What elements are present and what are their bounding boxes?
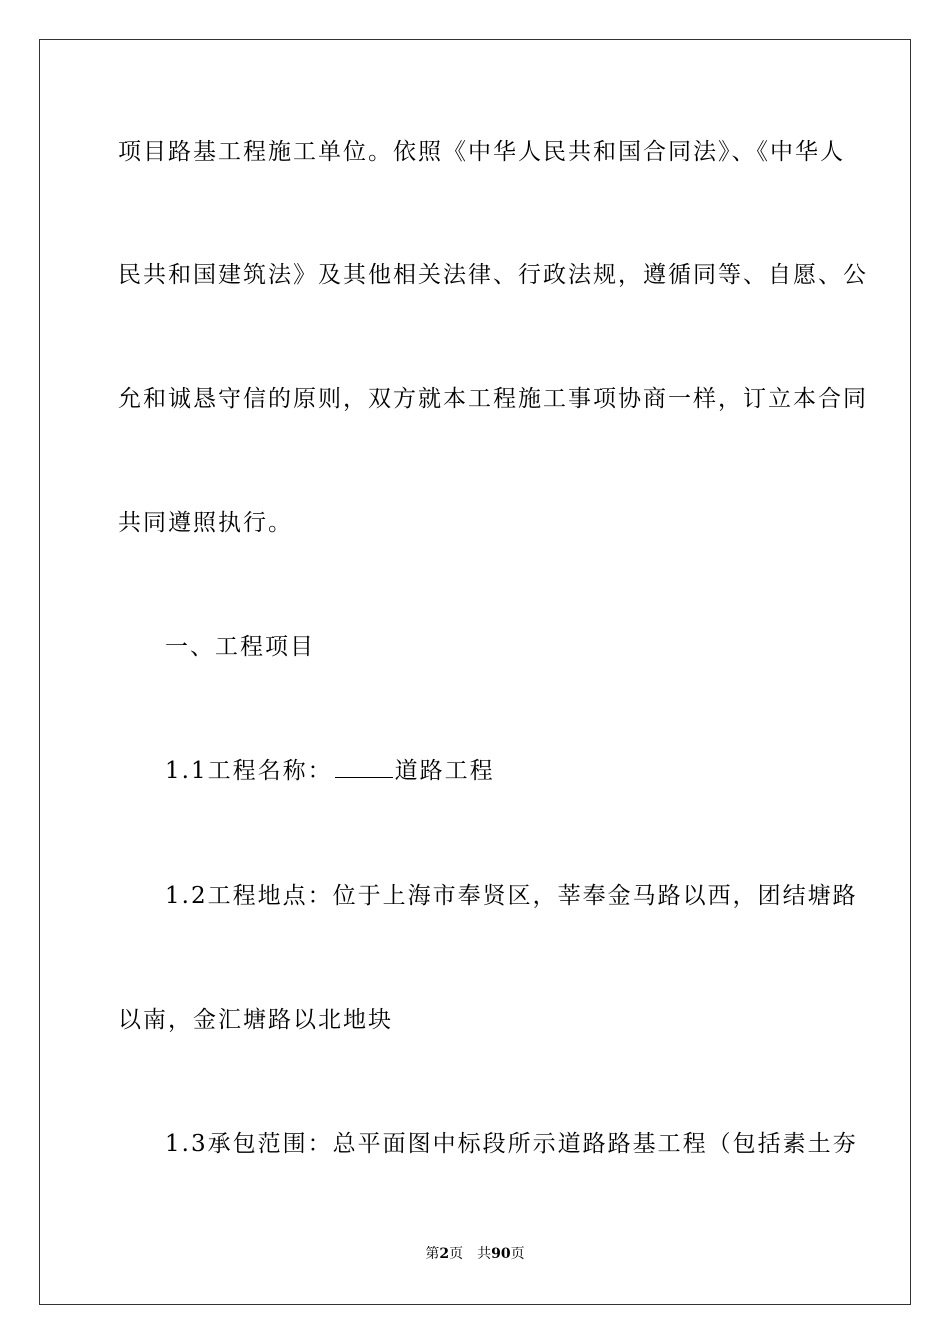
footer-prefix: 第 — [425, 1246, 440, 1262]
paragraph-line-4: 共同遵照执行。 — [118, 510, 293, 536]
item-1-3-line-1: 1.3承包范围：总平面图中标段所示道路路基工程（包括素土夯 — [165, 1131, 858, 1157]
footer-mid: 页 共 — [449, 1246, 492, 1262]
footer-suffix: 页 — [510, 1246, 525, 1262]
paragraph-line-3: 允和诚恳守信的原则，双方就本工程施工事项协商一样，订立本合同 — [118, 386, 868, 412]
item-1-1-value: 道路工程 — [394, 758, 495, 784]
paragraph-line-1: 项目路基工程施工单位。依照《中华人民共和国合同法》、《中华人 — [118, 139, 845, 165]
page-footer — [0, 1245, 950, 1263]
total-page-number: 90 — [491, 1246, 511, 1262]
item-1-1 — [165, 756, 495, 786]
section-heading: 一、工程项目 — [165, 634, 315, 660]
fill-in-blank — [335, 759, 393, 778]
paragraph-line-2: 民共和国建筑法》及其他相关法律、行政法规，遵循同等、自愿、公 — [118, 262, 868, 288]
item-1-2-line-1: 1.2工程地点：位于上海市奉贤区，莘奉金马路以西，团结塘路 — [165, 883, 858, 909]
item-1-1-label: 1.1工程名称： — [165, 758, 333, 784]
item-1-2-line-2: 以南，金汇塘路以北地块 — [118, 1007, 393, 1033]
current-page-number: 2 — [439, 1246, 450, 1262]
page-border — [39, 39, 911, 1305]
